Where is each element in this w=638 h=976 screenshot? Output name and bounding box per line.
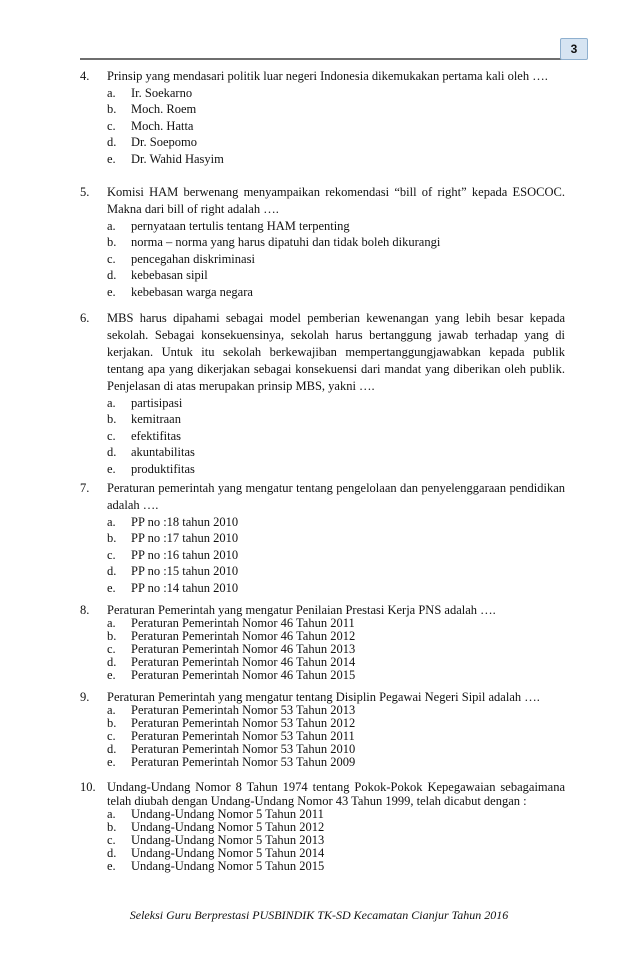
- option-text: Peraturan Pemerintah Nomor 46 Tahun 2014: [131, 655, 356, 669]
- option-text: PP no :14 tahun 2010: [131, 580, 239, 595]
- answer-option: [80, 756, 565, 769]
- question-text: Komisi HAM berwenang menyampaikan rekomendasi “bill of right” kepada ESOCOC. Makna dari bill of right adalah ….: [107, 185, 565, 216]
- option-letter: c.: [107, 118, 116, 133]
- question-number: 8.: [80, 603, 90, 617]
- option-text: Undang-Undang Nomor 5 Tahun 2015: [131, 859, 325, 873]
- option-text: Moch. Hatta: [131, 118, 194, 133]
- question-9: [80, 690, 565, 769]
- question-4: [80, 68, 565, 167]
- option-text: Undang-Undang Nomor 5 Tahun 2013: [131, 833, 325, 847]
- answer-option: [80, 547, 565, 563]
- option-text: Undang-Undang Nomor 5 Tahun 2011: [131, 807, 324, 821]
- option-letter: d.: [107, 655, 117, 669]
- answer-option: [80, 580, 565, 596]
- option-letter: a.: [107, 396, 116, 410]
- option-text: Ir. Soekarno: [131, 86, 193, 100]
- option-letter: d.: [107, 564, 117, 579]
- answer-option: [80, 669, 565, 682]
- answer-option: [80, 444, 565, 460]
- option-text: Undang-Undang Nomor 5 Tahun 2012: [131, 820, 325, 834]
- option-letter: a.: [107, 515, 116, 529]
- option-text: Peraturan Pemerintah Nomor 46 Tahun 2012: [131, 629, 356, 643]
- option-letter: c.: [107, 251, 116, 266]
- option-text: partisipasi: [131, 396, 183, 410]
- option-text: pernyataan tertulis tentang HAM terpenting: [131, 219, 350, 233]
- option-text: Peraturan Pemerintah Nomor 53 Tahun 2011: [131, 729, 355, 743]
- answer-option: [80, 563, 565, 579]
- option-letter: a.: [107, 807, 116, 821]
- option-text: Peraturan Pemerintah Nomor 53 Tahun 2012: [131, 716, 356, 730]
- option-letter: c.: [107, 833, 116, 847]
- question-text: Undang-Undang Nomor 8 Tahun 1974 tentang Pokok-Pokok Kepegawaian sebagaimana telah diubah dengan Undang-Undang Nomor 43 Tahun 1999, telah dicabut dengan :: [107, 780, 565, 808]
- option-letter: c.: [107, 729, 116, 743]
- answer-option: [80, 428, 565, 444]
- option-letter: a.: [107, 219, 116, 233]
- option-text: Dr. Soepomo: [131, 135, 197, 150]
- option-text: kebebasan sipil: [131, 268, 208, 283]
- option-text: Peraturan Pemerintah Nomor 53 Tahun 2010: [131, 742, 356, 756]
- question-stem: [80, 480, 565, 514]
- question-text: Peraturan pemerintah yang mengatur tentang pengelolaan dan penyelenggaraan pendidikan adalah ….: [107, 481, 565, 512]
- option-letter: d.: [107, 742, 117, 756]
- question-text: Peraturan Pemerintah yang mengatur Penilaian Prestasi Kerja PNS adalah ….: [107, 603, 496, 617]
- option-text: Peraturan Pemerintah Nomor 53 Tahun 2013: [131, 703, 356, 717]
- question-text: Peraturan Pemerintah yang mengatur tentang Disiplin Pegawai Negeri Sipil adalah ….: [107, 690, 540, 704]
- option-letter: e.: [107, 755, 116, 769]
- option-text: pencegahan diskriminasi: [131, 251, 255, 266]
- answer-option: [80, 234, 565, 250]
- option-letter: e.: [107, 859, 116, 873]
- answer-option: [80, 284, 565, 300]
- option-text: PP no :16 tahun 2010: [131, 547, 239, 562]
- option-letter: b.: [107, 102, 117, 117]
- option-text: kemitraan: [131, 412, 181, 427]
- option-text: Undang-Undang Nomor 5 Tahun 2014: [131, 846, 325, 860]
- option-letter: d.: [107, 846, 117, 860]
- option-letter: b.: [107, 629, 117, 643]
- option-text: produktifitas: [131, 461, 195, 476]
- question-number: 6.: [80, 311, 90, 325]
- answer-option: [80, 118, 565, 134]
- option-text: Dr. Wahid Hasyim: [131, 151, 224, 166]
- header-rule: [80, 58, 570, 60]
- option-letter: e.: [107, 151, 116, 166]
- option-letter: e.: [107, 284, 116, 299]
- question-number: 10.: [80, 780, 96, 794]
- question-number: 5.: [80, 185, 90, 199]
- option-letter: e.: [107, 580, 116, 595]
- answer-option: [80, 85, 565, 101]
- option-letter: e.: [107, 461, 116, 476]
- question-10: [80, 780, 565, 873]
- answer-option: [80, 267, 565, 283]
- answer-option: [80, 514, 565, 530]
- answer-option: [80, 251, 565, 267]
- option-letter: d.: [107, 268, 117, 283]
- option-letter: b.: [107, 820, 117, 834]
- question-number: 9.: [80, 690, 90, 704]
- option-letter: e.: [107, 668, 116, 682]
- option-letter: a.: [107, 86, 116, 100]
- option-text: Peraturan Pemerintah Nomor 46 Tahun 2013: [131, 642, 356, 656]
- question-stem: [80, 68, 565, 85]
- question-number: 7.: [80, 481, 90, 495]
- question-text: Prinsip yang mendasari politik luar negeri Indonesia dikemukakan pertama kali oleh ….: [107, 69, 548, 83]
- question-5: [80, 184, 565, 300]
- question-number: 4.: [80, 69, 90, 83]
- question-text: MBS harus dipahami sebagai model pemberian kewenangan yang lebih besar kepada sekolah. Sebagai konsekuensinya, sekolah harus bertanggung jawab terhadap yang di kerjakan. Untuk itu sekolah berkewajiban mempertanggungjawabkan kepada publik tentang apa yang dikerjakan sebagai konsekuensi dari mandat yang diberikan oleh publik. Penjelasan di atas merupakan prinsip MBS, yakni ….: [107, 311, 565, 393]
- question-6: [80, 310, 565, 477]
- question-stem: [80, 310, 565, 395]
- answer-option: [80, 860, 565, 873]
- option-text: PP no :15 tahun 2010: [131, 564, 239, 579]
- option-letter: a.: [107, 703, 116, 717]
- answer-option: [80, 134, 565, 150]
- option-letter: a.: [107, 616, 116, 630]
- answer-option: [80, 461, 565, 477]
- option-letter: b.: [107, 235, 117, 250]
- option-text: Moch. Roem: [131, 102, 197, 117]
- option-text: norma – norma yang harus dipatuhi dan tidak boleh dikurangi: [131, 235, 441, 250]
- option-text: kebebasan warga negara: [131, 284, 253, 299]
- option-text: efektifitas: [131, 428, 181, 443]
- option-letter: c.: [107, 642, 116, 656]
- option-letter: c.: [107, 428, 116, 443]
- question-stem: [80, 184, 565, 218]
- option-text: Peraturan Pemerintah Nomor 46 Tahun 2015: [131, 668, 356, 682]
- answer-option: [80, 218, 565, 234]
- page-number-badge: 3: [560, 38, 588, 60]
- question-stem: [80, 780, 565, 808]
- answer-option: [80, 411, 565, 427]
- answer-option: [80, 101, 565, 117]
- page-footer: Seleksi Guru Berprestasi PUSBINDIK TK-SD Kecamatan Cianjur Tahun 2016: [129, 908, 509, 922]
- option-text: Peraturan Pemerintah Nomor 46 Tahun 2011: [131, 616, 355, 630]
- question-stem: [80, 690, 565, 704]
- option-letter: b.: [107, 531, 117, 546]
- question-stem: [80, 603, 565, 617]
- question-7: [80, 480, 565, 596]
- answer-option: [80, 530, 565, 546]
- answer-option: [80, 395, 565, 411]
- option-letter: b.: [107, 412, 117, 427]
- option-letter: c.: [107, 547, 116, 562]
- question-8: [80, 603, 565, 682]
- option-text: akuntabilitas: [131, 445, 195, 460]
- option-text: PP no :17 tahun 2010: [131, 531, 239, 546]
- answer-option: [80, 151, 565, 167]
- option-letter: b.: [107, 716, 117, 730]
- option-text: Peraturan Pemerintah Nomor 53 Tahun 2009: [131, 755, 356, 769]
- option-letter: d.: [107, 135, 117, 150]
- option-letter: d.: [107, 445, 117, 460]
- option-text: PP no :18 tahun 2010: [131, 515, 239, 529]
